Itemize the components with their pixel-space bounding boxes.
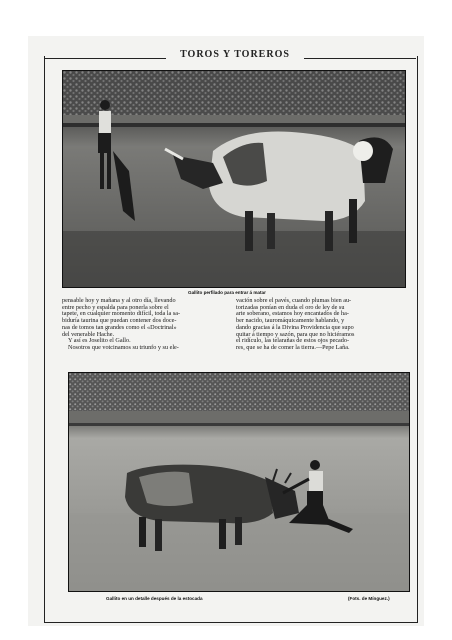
article-right-line: quitar á tiempo y sazón, para que no hiciéramos bbox=[236, 330, 355, 338]
article-column-left bbox=[62, 298, 230, 352]
photo-credit: (Fots. de Mínguez.) bbox=[348, 596, 390, 601]
article-left-line: entre pecho y espalda para ponerla sobre el bbox=[62, 303, 169, 311]
magazine-page bbox=[28, 36, 424, 626]
article-left-line: nas de tomos tan grandes como el «Doctrinal» bbox=[62, 323, 177, 331]
photo-top-caption: Gallito perfilado para entrar á matar bbox=[188, 290, 266, 295]
article-right-line: vación sobre el pavés, cuando plumas bien au- bbox=[236, 297, 352, 304]
article-right-line: torizadas ponían en duda el oro de ley de su bbox=[236, 303, 345, 311]
article-right-line: arte soberano, estamos hoy encantados de ha- bbox=[236, 310, 349, 318]
article-left-line: pensable hoy y mañana y al otro día, llevando bbox=[62, 297, 176, 304]
article-left-line: tapete, en cualquier momento difícil, toda la sa- bbox=[62, 310, 181, 318]
article-left-line: biduría taurina que puedan contener dos doce- bbox=[62, 317, 177, 325]
article-left-line: del venerable Hache. bbox=[62, 330, 115, 338]
article-right-line: dando gracias á la Divina Providencia que supo bbox=[236, 323, 354, 331]
article-column-right bbox=[236, 298, 404, 352]
header-rule-left bbox=[44, 58, 166, 59]
article-left-line: Nosotros que votcinamos su triunfo y su ele- bbox=[68, 343, 179, 351]
article-left-line: Y así es Joselito el Gallo. bbox=[68, 337, 131, 345]
photo-bottom-caption: Gallito en un detalle después de la estocada bbox=[106, 596, 203, 601]
header-rule-right bbox=[304, 58, 416, 59]
photo-bullfighter-matador bbox=[62, 70, 406, 288]
article-right-line: res, que se ha de comer la tierra.—Pepe Laña. bbox=[236, 343, 350, 351]
article-right-line: el ridículo, las telarañas de estos ojos pecado- bbox=[236, 337, 350, 345]
photo-bullfighter-after-estocada bbox=[68, 372, 410, 592]
article-right-line: ber nacido, tauromáquicamente hablando, y bbox=[236, 317, 345, 325]
page-header-title: TOROS Y TOREROS bbox=[180, 49, 290, 60]
